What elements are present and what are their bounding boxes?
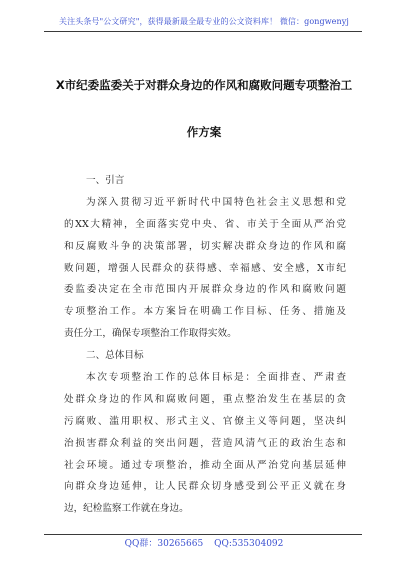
section-heading-goals: 二、总体目标 xyxy=(86,350,144,362)
body-line: 本次专项整治工作的总体目标是：全面排查、严肃查 xyxy=(86,372,346,384)
body-line: 污腐败、滥用职权、形式主义、官僚主义等问题，坚决纠 xyxy=(64,415,346,427)
header-divider xyxy=(44,31,362,32)
document-body xyxy=(64,170,346,520)
body-line: 为深入贯彻习近平新时代中国特色社会主义思想和党 xyxy=(86,196,346,208)
body-line: 边，纪检监察工作就在身边。 xyxy=(64,503,189,515)
document-title-line-1: X市纪委监委关于对群众身边的作风和腐败问题专项整治工 xyxy=(55,78,353,92)
footer-divider xyxy=(44,534,362,535)
body-line: 专项整治工作。本方案旨在明确工作目标、任务、措施及 xyxy=(64,306,346,318)
section-heading-intro: 一、引言 xyxy=(86,175,125,186)
document-title-line-2: 作方案 xyxy=(186,125,222,139)
body-line: 向群众身边延伸，让人民群众切身感受到公平正义就在身 xyxy=(64,481,346,493)
body-line: 处群众身边的作风和腐败问题，重点整治发生在基层的贪 xyxy=(64,393,346,405)
body-line: 的XX大精神，全面落实党中央、省、市关于全面从严治党 xyxy=(64,218,346,230)
body-line: 责任分工，确保专项整治工作取得实效。 xyxy=(64,328,237,340)
body-line: 败问题，增强人民群众的获得感、幸福感、安全感，X市纪 xyxy=(64,262,346,274)
footer-qq-group: QQ群：30265665 xyxy=(124,539,204,549)
body-line: 和反腐败斗争的决策部署，切实解决群众身边的作风和腐 xyxy=(64,240,346,252)
footer-qq: QQ:535304092 xyxy=(214,539,284,549)
body-line: 治损害群众利益的突出问题，营造风清气正的政治生态和 xyxy=(64,437,346,449)
footer-contact xyxy=(40,538,368,550)
body-line: 委监委决定在全市范围内开展群众身边的作风和腐败问题 xyxy=(64,284,346,296)
header-note: 关注头条号"公文研究"，获得最新最全最专业的公文资料库！ 微信：gongwenyj xyxy=(59,17,349,26)
body-line: 社会环境。通过专项整治，推动全面从严治党向基层延伸 xyxy=(64,459,346,471)
